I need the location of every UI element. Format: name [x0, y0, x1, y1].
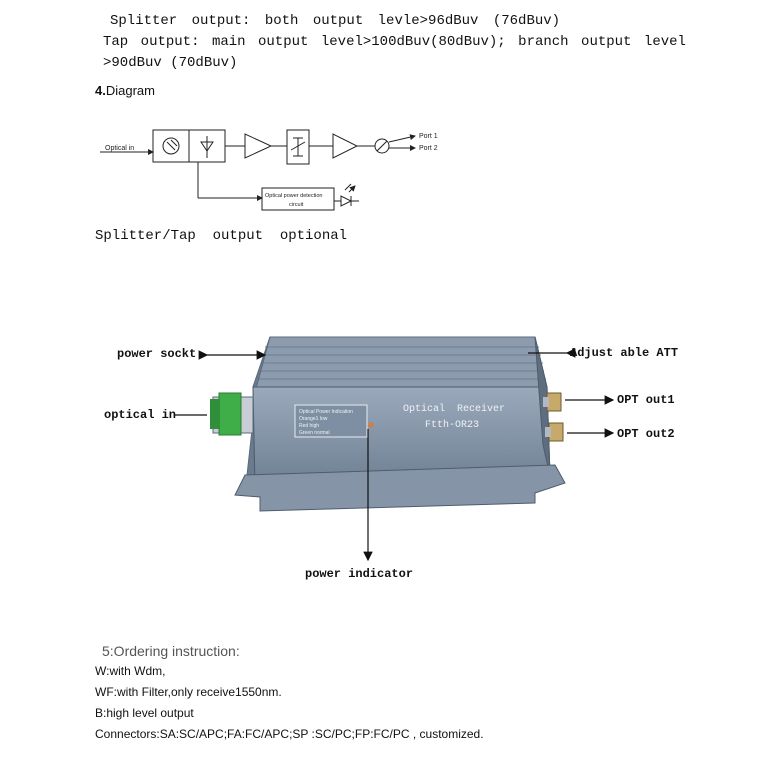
detection-circuit-label-2: circuit	[289, 202, 304, 208]
f-connector-out1	[547, 393, 561, 411]
port2-label: Port 2	[419, 145, 438, 152]
f-connector-out2	[549, 423, 563, 441]
svg-text:Orange1 low: Orange1 low	[299, 416, 328, 422]
optical-in-label: Optical in	[105, 145, 135, 152]
spec-word: Tap	[103, 34, 129, 50]
ordering-line: Connectors:SA:SC/APC;FA:FC/APC;SP :SC/PC;FP:FC/PC , customized.	[95, 727, 484, 741]
ordering-line: WF:with Filter,only receive1550nm.	[95, 685, 282, 699]
spec-word: level	[643, 34, 686, 50]
spec-tap-line-continued: >90dBuv (70dBuv)	[103, 55, 238, 71]
diagram-heading	[95, 83, 155, 98]
svg-text:Optical Power Indication: Optical Power Indication	[299, 409, 353, 415]
svg-text:Red high: Red high	[299, 423, 320, 429]
opt-out2-label: OPT out2	[617, 427, 675, 441]
adjust-att-label: Adjust able ATT	[570, 346, 679, 360]
ordering-line: W:with Wdm,	[95, 664, 166, 678]
spec-word: output	[258, 34, 309, 50]
amplifier-2-icon	[333, 134, 357, 158]
sc-connector-icon	[219, 393, 241, 435]
ordering-heading: 5:Ordering instruction:	[102, 643, 240, 659]
diagram-heading-number: 4.	[95, 83, 106, 98]
splitter-optional-note: Splitter/Tap output optional	[95, 228, 348, 244]
spec-word: output	[581, 34, 632, 50]
spec-word: branch	[518, 34, 569, 50]
led-icon	[341, 196, 359, 206]
power-indicator-label: power indicator	[305, 567, 414, 581]
spec-word: output:	[140, 34, 200, 50]
spec-splitter-line: Splitter output: both output levle>96dBuv (76dBuv)	[110, 13, 561, 29]
device-photo	[95, 325, 695, 585]
ordering-line: B:high level output	[95, 706, 194, 720]
spec-tap-line	[103, 34, 686, 50]
opt-out1-label: OPT out1	[617, 393, 675, 407]
amplifier-1-icon	[245, 134, 271, 158]
power-led-icon	[369, 423, 374, 428]
detection-circuit-label-1: Optical power detection	[265, 193, 323, 199]
optical-in-label: optical in	[104, 408, 177, 422]
spec-word: main	[211, 34, 246, 50]
block-diagram	[95, 120, 475, 220]
device-model: Ftth-OR23	[425, 420, 480, 431]
power-socket-label: power sockt	[117, 347, 197, 361]
port1-line	[389, 136, 415, 142]
svg-text:Green normal: Green normal	[299, 430, 330, 436]
diode-icon	[201, 136, 213, 158]
device-title: Optical Receiver	[403, 404, 506, 415]
port1-label: Port 1	[419, 133, 438, 140]
diagram-heading-text: Diagram	[105, 83, 155, 98]
spec-word: level>100dBuv(80dBuv);	[320, 34, 506, 50]
